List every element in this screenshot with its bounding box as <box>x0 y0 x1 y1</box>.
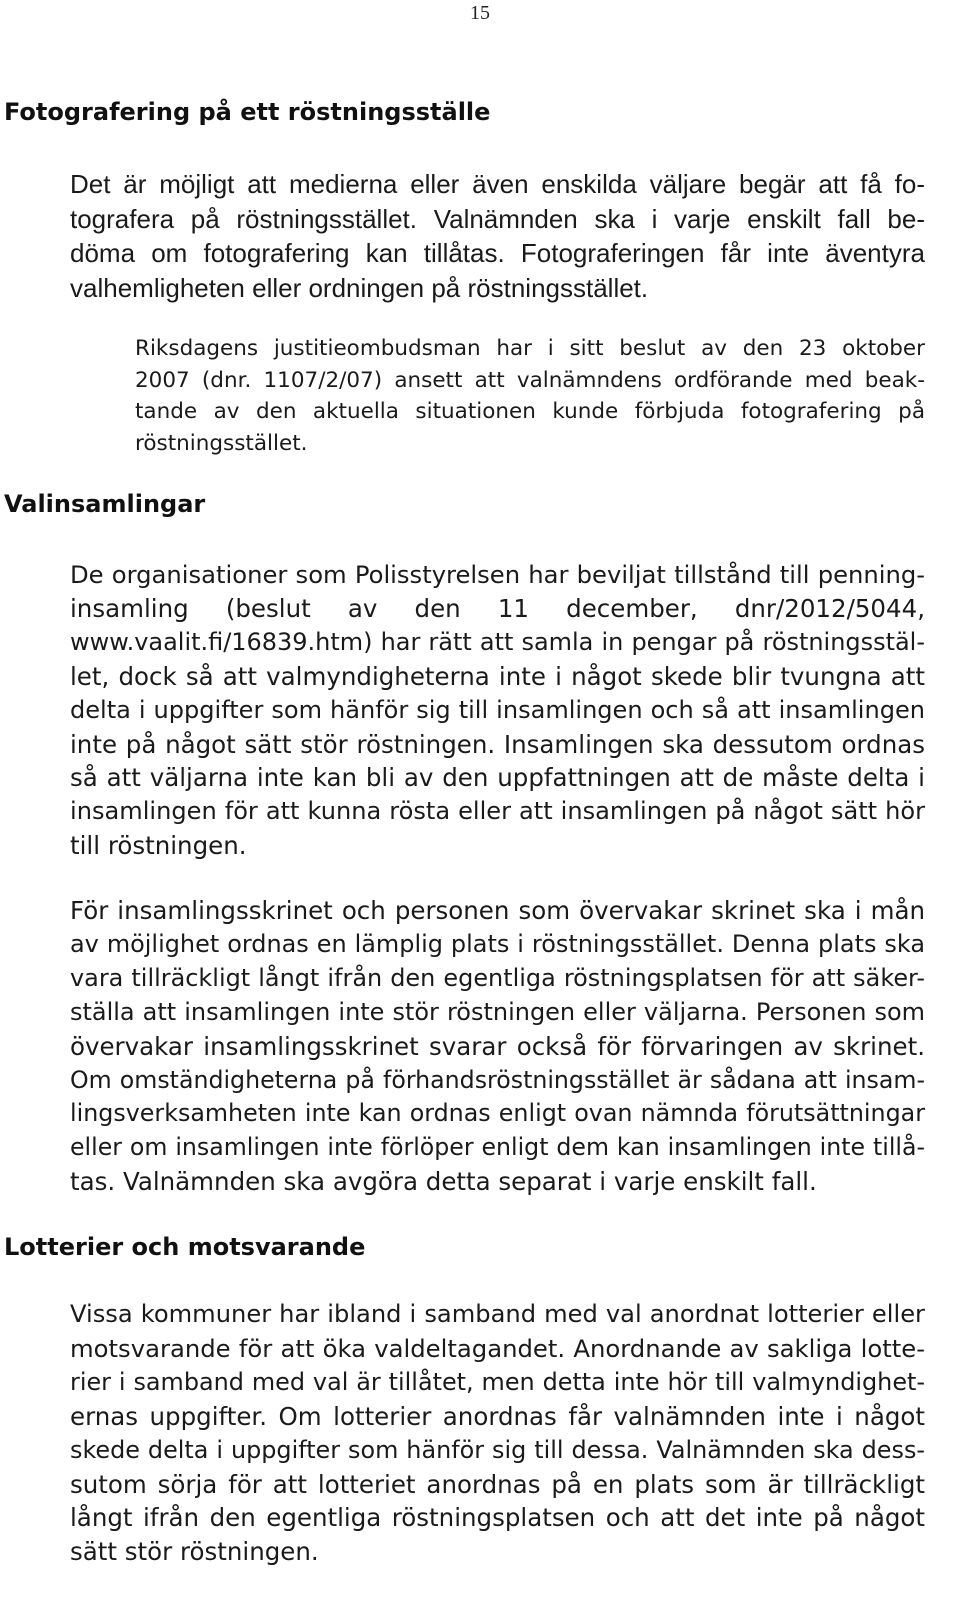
section-heading-valinsamlingar: Valinsamlingar <box>4 490 206 518</box>
text-line: ställa att insamlingen inte stör röstningen eller väljarna. Personen som <box>70 997 925 1026</box>
text-line: ernas uppgifter. Om lotterier anordnas får valnämnden inte i något <box>70 1401 925 1431</box>
text-line: tas. Valnämnden ska avgöra detta separat i varje enskilt fall. <box>70 1167 817 1197</box>
text-line: döma om fotografering kan tillåtas. Fotograferingen får inte äventyra <box>70 238 925 268</box>
text-line: sutom sörja för att lotteriet anordnas på en plats som är tillräckligt <box>70 1469 925 1499</box>
text-line: let, dock så att valmyndigheterna inte i något skede blir tvungna att <box>70 661 925 691</box>
text-line: valhemligheten eller ordningen på röstningsstället. <box>70 272 649 303</box>
text-line: Det är möjligt att medierna eller även enskilda väljare begär att få fo- <box>70 169 925 199</box>
text-line: eller om insamlingen inte förlöper enligt dem kan insamlingen inte tillå- <box>70 1133 925 1162</box>
text-line: av möjlighet ordnas en lämplig plats i röstningsstället. Denna plats ska <box>70 929 925 958</box>
text-line: De organisationer som Polisstyrelsen har beviljat tillstånd till penning- <box>70 560 925 589</box>
text-line: Riksdagens justitieombudsman har i sitt beslut av den 23 oktober <box>135 336 925 361</box>
section-heading-lotterier: Lotterier och motsvarande <box>4 1233 366 1261</box>
text-line: Om omständigheterna på förhandsröstningsstället är sådana att insam- <box>70 1065 925 1094</box>
text-line: till röstningen. <box>70 831 247 861</box>
note-justitieombudsman <box>135 333 925 459</box>
paragraph-fotografering <box>70 167 925 305</box>
text-line: 2007 (dnr. 1107/2/07) ansett att valnämndens ordförande med beak- <box>135 367 925 393</box>
text-line: skede delta i uppgifter som hänför sig till dessa. Valnämnden ska dess- <box>70 1435 925 1464</box>
text-line: vara tillräckligt långt ifrån den egentliga röstningsplatsen för att säker- <box>70 963 925 992</box>
text-line: så att väljarna inte kan bli av den uppfattningen att de måste delta i <box>70 763 925 793</box>
text-line: www.vaalit.fi/16839.htm) har rätt att samla in pengar på röstningsstäl- <box>70 627 925 656</box>
paragraph-valinsamlingar-2 <box>70 894 925 1199</box>
section-heading-fotografering: Fotografering på ett röstningsställe <box>4 98 491 126</box>
paragraph-lotterier <box>70 1298 925 1569</box>
text-line: lingsverksamheten inte kan ordnas enligt ovan nämnda förutsättningar <box>70 1099 925 1128</box>
paragraph-valinsamlingar-1 <box>70 558 925 863</box>
text-line: tande av den aktuella situationen kunde förbjuda fotografering på <box>135 399 925 424</box>
text-line: För insamlingsskrinet och personen som övervakar skrinet ska i mån <box>70 896 925 925</box>
page-number: 15 <box>470 2 490 24</box>
text-line: delta i uppgifter som hänför sig till insamlingen och så att insamlingen <box>70 695 925 724</box>
text-line: Vissa kommuner har ibland i samband med val anordnat lotterier eller <box>70 1300 925 1328</box>
text-line: långt ifrån den egentliga röstningsplatsen och att det inte på något <box>70 1503 925 1533</box>
text-line: insamling (beslut av den 11 december, dnr/2012/5044, <box>70 593 925 623</box>
text-line: övervakar insamlingsskrinet svarar också för förvaringen av skrinet. <box>70 1031 925 1061</box>
text-line: inte på något sätt stör röstningen. Insamlingen ska dessutom ordnas <box>70 729 925 759</box>
text-line: tografera på röstningsstället. Valnämnden ska i varje enskilt fall be- <box>70 203 925 234</box>
text-line: sätt stör röstningen. <box>70 1537 319 1567</box>
text-line: röstningsstället. <box>135 430 308 456</box>
text-line: motsvarande för att öka valdeltagandet. Anordnande av sakliga lotte- <box>70 1333 925 1363</box>
text-line: rier i samband med val är tillåtet, men detta inte hör till valmyndighet- <box>70 1367 925 1396</box>
text-line: insamlingen för att kunna rösta eller att insamlingen på något sätt hör <box>70 797 925 826</box>
